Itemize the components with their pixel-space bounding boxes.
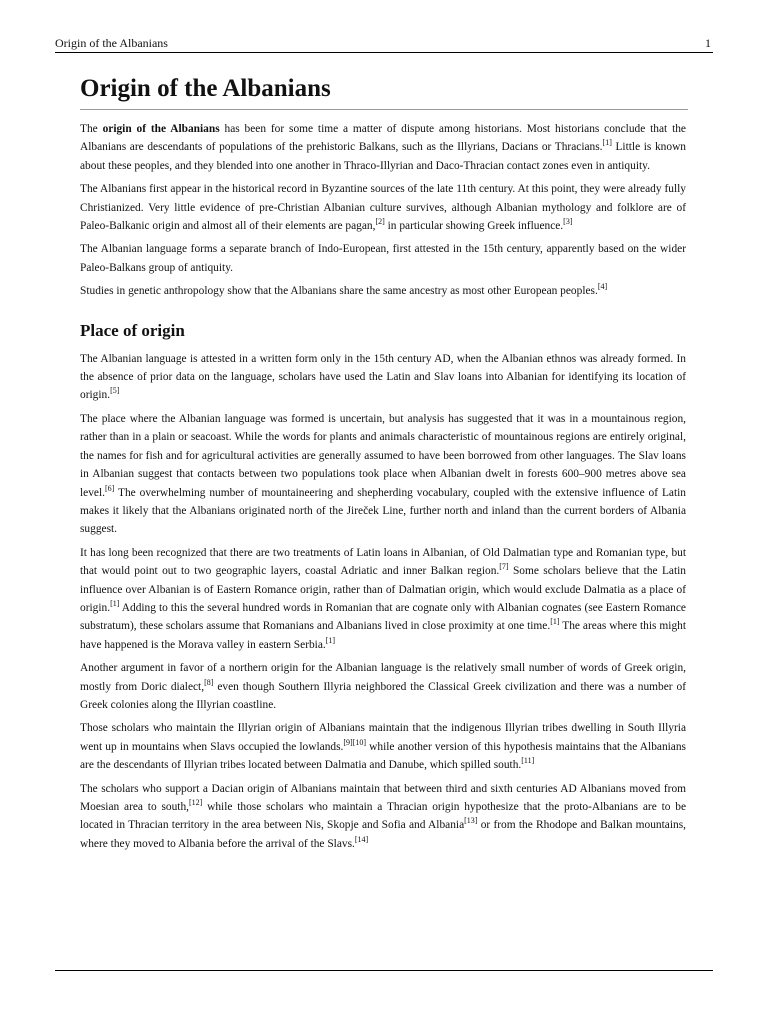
citation-ref[interactable]: [3] [563,217,573,227]
citation-ref[interactable]: [9][10] [343,737,367,747]
citation-ref[interactable]: [1] [550,617,560,627]
citation-ref[interactable]: [13] [464,816,478,826]
text-run: Studies in genetic anthropology show that the Albanians share the same ancestry as most other European peoples. [80,285,598,298]
text-run: The Albanian language forms a separate branch of Indo-European, first attested in the 15th century, apparently based on the wider Paleo-Balkans group of antiquity. [80,243,686,274]
place-of-origin-section [80,350,686,854]
text-run: The scholars who support a Dacian origin of Albanians maintain that between third and sixth centuries AD Albanians moved from Moesian area to south, [80,782,686,813]
section-heading: Place of origin [80,320,185,340]
text-run: The [80,123,103,135]
running-title: Origin of the Albanians [55,36,168,50]
text-run: even though Southern Illyria neighbored the Classical Greek civilization and there was a number of Greek colonies along the Illyrian coastline. [80,680,686,711]
page-number: 1 [705,36,711,50]
paragraph [80,240,686,277]
paragraph [80,659,686,714]
intro-section [80,120,686,301]
citation-ref[interactable]: [7] [499,562,509,572]
text-run: Those scholars who maintain the Illyrian origin of Albanians maintain that the indigenous Illyrian tribes dwelling in South Illyria went up in mountains when Slavs occupied the lowlands. [80,722,686,753]
article-body [80,120,686,858]
bold-term: origin of the Albanians [102,123,220,135]
text-run: or from the Rhodope and Balkan mountains, where they moved to Albania before the arrival of the Slavs. [80,819,686,850]
text-run: in particular showing Greek influence. [384,220,564,233]
paragraph [80,780,686,854]
text-run: while another version of this hypothesis maintains that the Albanians are the descendants of Illyrian tribes located between Dalmatia and Danube, which spilled south. [80,740,686,772]
text-run: The Albanian language is attested in a written form only in the 15th century AD, when the Albanian ethnos was already formed. In the absence of prior data on the language, scholars have used the Latin and Slav loans into Albanian for identifying its location of origin. [80,352,686,402]
paragraph [80,544,686,654]
paragraph [80,350,686,405]
paragraph [80,282,686,300]
citation-ref[interactable]: [12] [189,798,203,808]
citation-ref[interactable]: [5] [110,386,120,396]
citation-ref[interactable]: [1] [602,138,612,148]
text-run: The place where the Albanian language was formed is uncertain, but analysis has suggested that it was in a mountainous region, rather than in a plain or seacoast. While the words for plants and animals characteristic of mountainous regions are entirely original, the names for fish and for agricultural activities are generally assumed to have been borrowed from other languages. The Slav loans in Albanian suggest that contacts between two populations took place when Albanian dwelt in forests 600–900 metres above sea level. [80,412,686,499]
footer-rule [55,970,713,971]
citation-ref[interactable]: [6] [104,483,115,493]
text-run: It has long been recognized that there are two treatments of Latin loans in Albanian, of Old Dalmatian type and Romanian type, but that would point out to two geographic layers, coastal Adriatic and inner Balkan region. [80,546,686,578]
paragraph [80,410,686,539]
paragraph [80,180,686,235]
citation-ref[interactable]: [4] [597,282,608,292]
paragraph [80,719,686,774]
citation-ref[interactable]: [1] [110,599,120,609]
page-title: Origin of the Albanians [80,72,688,110]
text-run: Another argument in favor of a northern origin for the Albanian language is the relatively small number of words of Greek origin, mostly from Doric dialect, [80,662,686,693]
citation-ref[interactable]: [1] [325,635,336,645]
text-run: Little is known about these peoples, and they blended into one another in Thraco-Illyrian and Daco-Thracian contact zones even in antiquity. [80,141,686,172]
text-run: while those scholars who maintain a Thracian origin hypothesize that the proto-Albanians are to be located in Thracian territory in the area between Nis, Skopje and Sofia and Albania [80,801,686,832]
text-run: Some scholars believe that the Latin influence over Albanian is of Eastern Romance origin, rather than of Dalmatian origin, which would exclude Dalmatia as a place of origin. [80,565,686,614]
text-run: The areas where this might have happened is the Morava valley in eastern Serbia. [80,620,686,651]
citation-ref[interactable]: [11] [521,756,535,766]
text-run: has been for some time a matter of dispute among historians. Most historians conclude that the Albanians are descendants of populations of the prehistoric Balkans, such as the Illyrians, Dacians or Thracians. [80,123,686,154]
running-header [55,36,713,53]
paragraph [80,120,686,175]
text-run: Adding to this the several hundred words in Romanian that are cognate only with Albanian cognates (see Eastern Romance substratum), these scholars assume that Romanians and Albanians lived in close proximity at one time. [80,601,686,633]
citation-ref[interactable]: [14] [354,835,369,845]
text-run: The Albanians first appear in the historical record in Byzantine sources of the late 11th century. At this point, they were already fully Christianized. Very little evidence of pre-Christian Albanian culture survives, although Albanian mythology and folklore are of Paleo-Balkanic origin and almost all of their elements are pagan, [80,183,686,233]
citation-ref[interactable]: [8] [204,677,214,687]
text-run: The overwhelming number of mountaineering and shepherding vocabulary, coupled with the extensive influence of Latin makes it likely that the Albanians originated north of the Jireček Line, further north and inland than the current borders of Albania suggest. [80,486,686,536]
citation-ref[interactable]: [2] [375,217,385,227]
